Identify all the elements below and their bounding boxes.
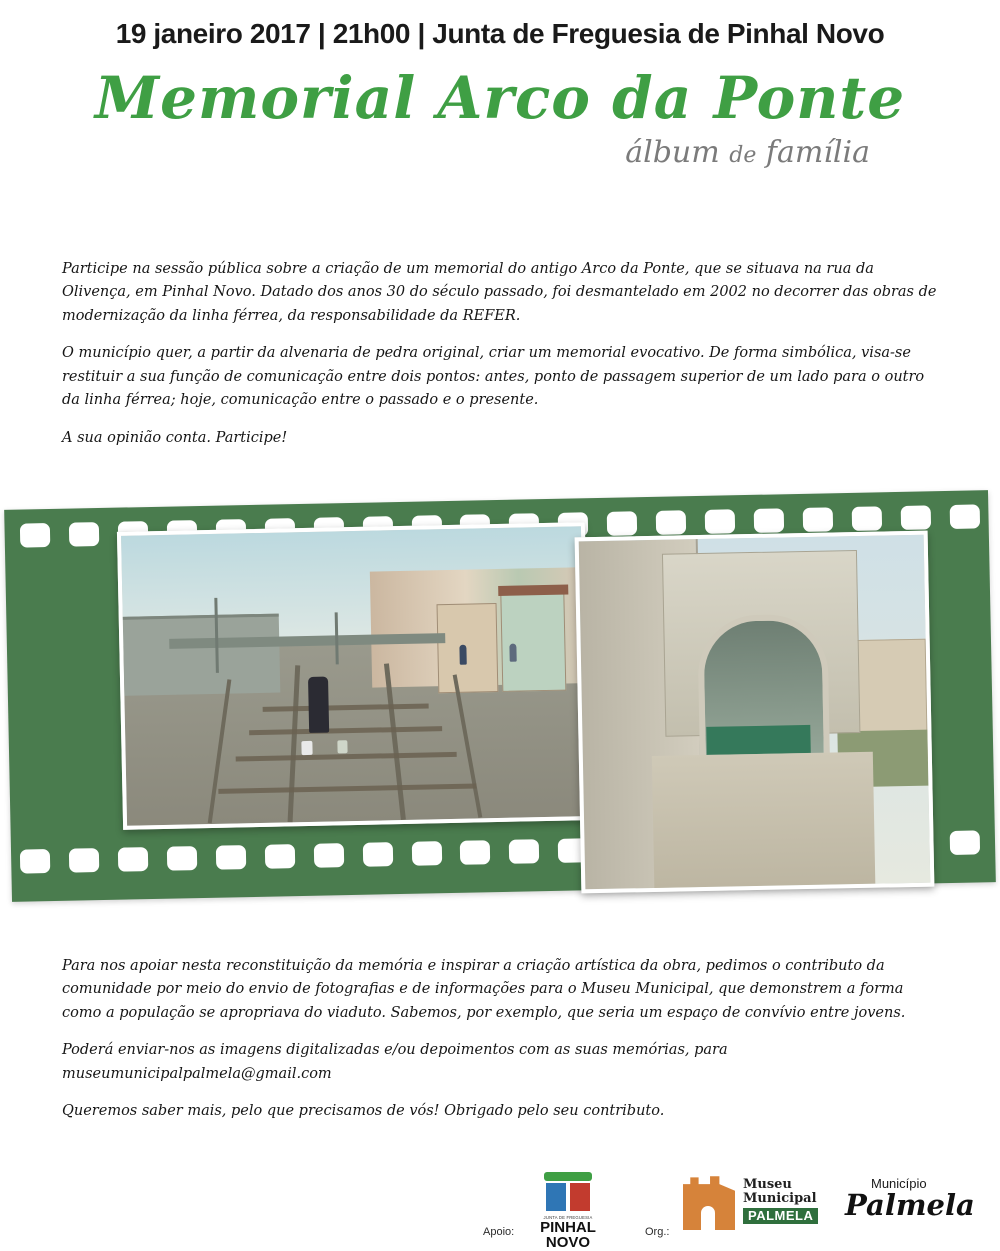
pinhal-novo-emblem-icon bbox=[540, 1170, 596, 1214]
photo-bag bbox=[301, 741, 312, 755]
perforation bbox=[607, 511, 637, 536]
museu-line-2: Municipal bbox=[743, 1191, 817, 1207]
pinhal-novo-name-line2: NOVO bbox=[545, 1234, 591, 1251]
apoio-label: Apoio: bbox=[483, 1226, 515, 1238]
photo-person-platform bbox=[459, 645, 466, 665]
photo-railway bbox=[117, 522, 591, 830]
intro-paragraph-3: A sua opinião conta. Participe! bbox=[62, 429, 288, 446]
contribution-paragraph-3: Queremos saber mais, pelo que precisamos de vós! Obrigado pelo seu contributo. bbox=[62, 1103, 665, 1120]
contribution-text-block bbox=[62, 955, 938, 1138]
perforation bbox=[118, 847, 148, 872]
photo-building-beige bbox=[437, 603, 499, 693]
perforation bbox=[852, 506, 882, 531]
perforation bbox=[216, 845, 246, 870]
municipio-label: Município bbox=[871, 1176, 927, 1191]
org-label: Org.: bbox=[645, 1226, 670, 1238]
photo-building-green bbox=[500, 590, 566, 692]
perforation bbox=[705, 509, 735, 534]
subtitle-word-album: álbum bbox=[625, 134, 720, 170]
logo-museu-municipal-palmela bbox=[683, 1172, 843, 1236]
perforation bbox=[20, 523, 50, 548]
perforation bbox=[949, 830, 979, 855]
perforation bbox=[803, 507, 833, 532]
perforation bbox=[20, 849, 50, 874]
museu-text-block bbox=[743, 1178, 818, 1224]
contribution-paragraph-2: Poderá enviar-nos as imagens digitalizadas e/ou depoimentos com as suas memórias, para museumunicipalpalmela@gmail.com bbox=[62, 1042, 728, 1082]
castle-door-icon bbox=[701, 1206, 715, 1230]
emblem-red-block bbox=[570, 1183, 590, 1211]
photo-person-walking bbox=[308, 677, 329, 733]
photo-roof bbox=[498, 584, 568, 595]
perforation bbox=[167, 846, 197, 871]
intro-paragraph-1: Participe na sessão pública sobre a criação de um memorial do antigo Arco da Ponte, que se situava na rua da Olivença, em Pinhal Novo. Datado dos anos 30 do século passado, foi desmantelado em 2002 no decorrer das obras de modernização da linha férrea, da responsabilidade da REFER. bbox=[62, 261, 937, 324]
page-title: Memorial Arco da Ponte bbox=[94, 64, 906, 132]
intro-paragraph-2: O município quer, a partir da alvenaria de pedra original, criar um memorial evocativo. De forma simbólica, visa-se restituir a sua função de comunicação entre dois pontos: antes, ponto de passagem superior de um lado para o outro da linha férrea; hoje, comunicação entre o passado e o presente. bbox=[62, 345, 925, 409]
pinhal-novo-name-line1: PINHAL bbox=[540, 1219, 596, 1236]
subtitle-word-familia: família bbox=[765, 134, 870, 170]
title-block bbox=[0, 64, 1000, 170]
page-subtitle bbox=[0, 135, 870, 170]
perforation bbox=[460, 840, 490, 865]
perforation bbox=[901, 505, 931, 530]
photo-arch bbox=[575, 531, 935, 894]
filmstrip-photo-band bbox=[8, 492, 992, 902]
contribution-paragraph-1: Para nos apoiar nesta reconstituição da memória e inspirar a criação artística da obra, pedimos o contributo da comunidade por meio do envio de fotografias e de informações para o Museu Municipal, que demonstrem a forma como a população se apropriava do viaduto. Sabemos, por exemplo, que seria um espaço de convívio entre jovens. bbox=[62, 958, 906, 1021]
event-header: 19 janeiro 2017 | 21h00 | Junta de Freguesia de Pinhal Novo bbox=[115, 18, 885, 49]
perforation bbox=[754, 508, 784, 533]
photo-green-fence bbox=[706, 725, 810, 755]
perforation bbox=[264, 844, 294, 869]
photo-road bbox=[652, 751, 875, 887]
perforation bbox=[509, 839, 539, 864]
perforation bbox=[69, 522, 99, 547]
emblem-green-bar bbox=[544, 1172, 592, 1181]
photo-person-platform bbox=[510, 644, 517, 662]
perforation bbox=[656, 510, 686, 535]
photo-warehouse bbox=[123, 614, 281, 696]
municipio-name: Palmela bbox=[845, 1188, 975, 1222]
perforation bbox=[362, 842, 392, 867]
perforation bbox=[949, 504, 979, 529]
perforation bbox=[411, 841, 441, 866]
photo-bag bbox=[337, 740, 347, 753]
perforation bbox=[313, 843, 343, 868]
logo-municipio-palmela bbox=[845, 1176, 985, 1220]
perforation bbox=[69, 848, 99, 873]
junta-freguesia-tiny-text: JUNTA DE FREGUESIA bbox=[543, 1215, 593, 1220]
footer-logos bbox=[0, 1150, 1000, 1249]
museu-line-3: PALMELA bbox=[743, 1208, 818, 1224]
emblem-blue-block bbox=[546, 1183, 566, 1211]
subtitle-word-de: de bbox=[729, 142, 757, 168]
museu-line-1: Museu bbox=[743, 1177, 792, 1192]
intro-text-block bbox=[62, 258, 938, 464]
logo-junta-freguesia-pinhal-novo bbox=[536, 1170, 600, 1251]
